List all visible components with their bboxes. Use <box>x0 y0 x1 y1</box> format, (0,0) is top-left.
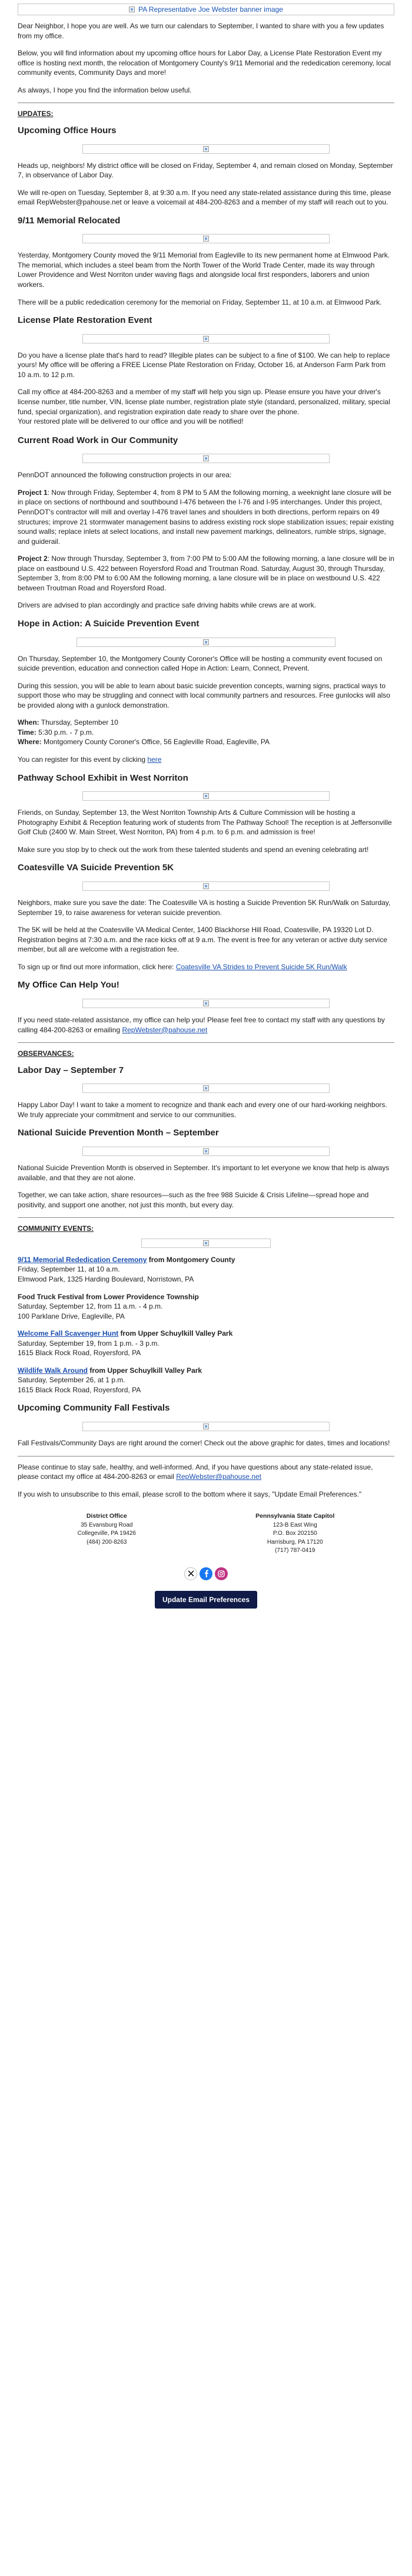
license-signup-text: Call my office at 484-200-8263 and a member of my staff will help you sign up. Please ensure you have your driver's license number, title number, VIN, license plate number, registration plate style (standard, personalized, military, special fund, special organization), and registration expiration date ready to share over the phone. <box>18 388 390 416</box>
help-title: My Office Can Help You! <box>18 980 119 990</box>
fivek-intro: Neighbors, make sure you save the date: The Coatesville VA is hosting a Suicide Prevention 5K Run/Walk on Saturday, September 19, to raise awareness for veteran suicide prevention. <box>18 899 391 917</box>
broken-image-icon <box>203 883 209 889</box>
pathway-title: Pathway School Exhibit in West Norriton <box>18 772 188 783</box>
x-icon[interactable] <box>184 1567 197 1580</box>
broken-image-icon <box>203 639 209 645</box>
event-location: 1615 Black Rock Road, Royersford, PA <box>18 1349 141 1358</box>
banner-alt-text: PA Representative Joe Webster banner image <box>138 5 283 14</box>
broken-image-icon <box>203 1085 209 1091</box>
broken-image-icon <box>203 336 209 342</box>
event-item <box>18 1329 394 1358</box>
closing-text: Please continue to stay safe, healthy, and well-informed. And, if you have questions about any state-related issue, please contact my office at 484-200-8263 or email RepWebster@pahouse.net <box>18 1462 373 1481</box>
update-email-preferences-button[interactable]: Update Email Preferences <box>155 1591 257 1609</box>
event-location: Elmwood Park, 1325 Harding Boulevard, Norristown, PA <box>18 1274 194 1283</box>
broken-image-icon <box>203 793 209 799</box>
event-list <box>18 1255 394 1395</box>
hope-logistics: When: Thursday, September 10 Time: 5:30 p.m. - 7 p.m. Where: Montgomery County Coroner's Office, 56 Eagleville Road, Eagleville, PA <box>18 718 270 747</box>
instagram-icon[interactable] <box>215 1567 228 1580</box>
broken-image-icon <box>203 1240 209 1246</box>
fivek-image <box>82 881 330 891</box>
social-links <box>18 1567 394 1580</box>
labor-day-title: Labor Day – September 7 <box>18 1065 124 1075</box>
office-hours-title: Upcoming Office Hours <box>18 125 117 136</box>
fivek-details: The 5K will be held at the Coatesville VA Medical Center, 1400 Blackhorse Hill Road, Coatesville, PA 19320 Lot D. Registration begins at 7:30 a.m. and the race kicks off at 9 a.m. The event is free for any veteran or active duty service member, but all are welcome with a registration fee. <box>18 926 387 954</box>
road-work-advice: Drivers are advised to plan accordingly and practice safe driving habits while crews are at work. <box>18 601 316 610</box>
broken-image-icon <box>203 146 209 152</box>
hope-title: Hope in Action: A Suicide Prevention Event <box>18 618 200 629</box>
road-work-image <box>82 454 330 463</box>
event-host: from Montgomery County <box>147 1255 235 1264</box>
hope-register-link[interactable]: here <box>147 755 162 764</box>
license-intro-text: Do you have a license plate that's hard to read? Illegible plates can be subject to a fine of $100. We can help to replace yours! My office will be offering a FREE License Plate Restoration on Friday, October 16, at Anderson Farm Park from 10 a.m. to 12 p.m. <box>18 351 390 379</box>
capitol-office: Pennsylvania State Capitol 123-B East Wing P.O. Box 202150 Harrisburg, PA 17120 (717) 787-0419 <box>255 1512 335 1554</box>
office-hours-image <box>82 144 330 154</box>
memorial-text: Yesterday, Montgomery County moved the 9/11 Memorial from Eagleville to its new permanent home at Elmwood Park. The memorial, which includes a steel beam from the North Tower of the World Trade Center, made its way through Lower Providence and West Norriton under waving flags and alongside local first responders, laborers and union workers. <box>18 251 390 289</box>
event-date: Saturday, September 19, from 1 p.m. - 3 p.m. <box>18 1339 160 1348</box>
memorial-ceremony-text: There will be a public rededication ceremony for the memorial on Friday, September 11, at 10 a.m. at Elmwood Park. <box>18 298 382 306</box>
nspm-text: National Suicide Prevention Month is observed in September. It's important to let everyone we know that help is always available, and that they are not alone. <box>18 1164 390 1182</box>
event-location: 1615 Black Rock Road, Royersford, PA <box>18 1385 141 1394</box>
hope-register: You can register for this event by clicking here <box>18 755 162 764</box>
road-project-2: Project 2: Now through Thursday, September 3, from 7:00 PM to 5:00 AM the following morning, a lane closure will be in place on eastbound U.S. 422 between Royersford Road and Troutman Road. Saturday, August 30, through Thursday, September 3, from 8:00 PM to 6:00 AM the following morning, a lane closure will be in place on westbound U.S. 422 between Troutman Road and Royersford Road. <box>18 554 394 592</box>
nspm-image <box>82 1147 330 1156</box>
observances-label: OBSERVANCES: <box>18 1049 74 1058</box>
help-email-link[interactable]: RepWebster@pahouse.net <box>122 1025 208 1034</box>
event-item <box>18 1366 394 1395</box>
hope-details: During this session, you will be able to learn about basic suicide prevention concepts, warning signs, practical ways to support those who may be struggling and connect with local community partners and resources. Free gunlocks will also be provided along with a gunlock demonstration. <box>18 681 390 709</box>
fall-image <box>82 1422 330 1431</box>
office-hours-reopen-text: We will re-open on Tuesday, September 8, at 9:30 a.m. If you need any state-related assistance during this time, please email RepWebster@pahouse.net or leave a voicemail at 484-200-8263 and a member of my staff will reach out to you. <box>18 188 391 207</box>
community-image <box>141 1239 271 1248</box>
facebook-icon[interactable] <box>200 1567 212 1580</box>
event-host: from Upper Schuylkill Valley Park <box>88 1366 202 1375</box>
fivek-title: Coatesville VA Suicide Prevention 5K <box>18 863 174 873</box>
button-wrapper <box>18 1591 394 1609</box>
license-delivery-text: Your restored plate will be delivered to our office and you will be notified! <box>18 417 244 426</box>
intro-greeting: Dear Neighbor, I hope you are well. As we turn our calendars to September, I wanted to share with you a few updates from my office. <box>18 22 384 40</box>
help-text: If you need state-related assistance, my office can help you! Please feel free to contact my staff with any questions by calling 484-200-8263 or emailing RepWebster@pahouse.net <box>18 1016 385 1034</box>
event-title: Food Truck Festival <box>18 1292 84 1301</box>
event-title[interactable]: 9/11 Memorial Rededication Ceremony <box>18 1255 147 1264</box>
fivek-signup-link[interactable]: Coatesville VA Strides to Prevent Suicide 5K Run/Walk <box>175 962 347 971</box>
event-title[interactable]: Welcome Fall Scavenger Hunt <box>18 1329 119 1338</box>
broken-image-icon <box>203 1000 209 1006</box>
banner-image <box>18 4 394 15</box>
intro-summary: Below, you will find information about my upcoming office hours for Labor Day, a License Plate Restoration Event my office is hosting next month, the relocation of Montgomery County's 9/11 Memorial and the rededication ceremony, local community events, Community Days and more! <box>18 49 391 77</box>
event-date: Saturday, September 26, at 1 p.m. <box>18 1376 125 1385</box>
road-work-intro: PennDOT announced the following construction projects in our area: <box>18 471 232 480</box>
broken-image-icon <box>203 455 209 461</box>
labor-day-text: Happy Labor Day! I want to take a moment to recognize and thank each and every one of our hard-working neighbors. We truly appreciate your commitment and service to our communities. <box>18 1101 387 1119</box>
event-host: from Upper Schuylkill Valley Park <box>118 1329 233 1338</box>
event-location: 100 Parklane Drive, Eagleville, PA <box>18 1312 125 1320</box>
fall-title: Upcoming Community Fall Festivals <box>18 1403 170 1414</box>
district-office: District Office 35 Evansburg Road Collegeville, PA 19426 (484) 200-8263 <box>77 1512 136 1545</box>
hope-image <box>77 638 335 647</box>
office-hours-closure-text: Heads up, neighbors! My district office will be closed on Friday, September 4, and remain closed on Monday, September 7, in observance of Labor Day. <box>18 161 393 180</box>
fall-text: Fall Festivals/Community Days are right around the corner! Check out the above graphic for dates, times and locations! <box>18 1439 390 1448</box>
divider <box>18 1042 394 1043</box>
broken-image-icon <box>203 236 209 242</box>
updates-label: UPDATES: <box>18 110 54 118</box>
closing-email-link[interactable]: RepWebster@pahouse.net <box>176 1472 261 1481</box>
event-date: Friday, September 11, at 10 a.m. <box>18 1265 120 1274</box>
memorial-title: 9/11 Memorial Relocated <box>18 215 121 226</box>
office-hours-email: RepWebster@pahouse.net <box>36 198 122 207</box>
road-work-title: Current Road Work in Our Community <box>18 435 178 445</box>
license-image <box>82 334 330 344</box>
event-item <box>18 1292 394 1322</box>
divider <box>18 1456 394 1457</box>
broken-image-icon <box>203 1424 209 1429</box>
intro-closing: As always, I hope you find the information below useful. <box>18 85 192 94</box>
community-label: COMMUNITY EVENTS: <box>18 1224 94 1233</box>
footer-addresses <box>18 1512 394 1555</box>
fivek-signup: To sign up or find out more information, click here: Coatesville VA Strides to Prevent Suicide 5K Run/Walk <box>18 962 347 971</box>
memorial-image <box>82 234 330 243</box>
broken-image-icon <box>203 1148 209 1154</box>
unsubscribe-text: If you wish to unsubscribe to this email, please scroll to the bottom where it says, "Update Email Preferences." <box>18 1490 362 1498</box>
event-item <box>18 1255 394 1284</box>
road-project-1: Project 1: Now through Friday, September 4, from 8 PM to 5 AM the following morning, a weeknight lane closure will be in place on sections of northbound and southbound I-476 between the I-76 and I-95 interchanges. Under this project, PennDOT's contractor will mill and overlay I-476 travel lanes and shoulders in both directions, perform repairs on 49 structures; improve 21 stormwater management basins to address existing rock slope stabilization issues; repair existing sound walls; replace inlets at select locations, and install new pavement markings, delineators, rumble strips, signage, and guiderail. <box>18 488 394 546</box>
broken-image-icon <box>129 6 135 12</box>
newsletter <box>18 0 394 1609</box>
nspm-title: National Suicide Prevention Month – September <box>18 1128 219 1138</box>
license-title: License Plate Restoration Event <box>18 315 152 326</box>
pathway-text: Friends, on Sunday, September 13, the West Norriton Township Arts & Culture Commission will be hosting a Photography Exhibit & Reception featuring work of students from The Pathway School! The reception is at Jeffersonville Golf Club (2400 W. Main Street, West Norriton, PA) from 4 p.m. to 6 p.m. and admission is free! <box>18 808 392 837</box>
hope-intro: On Thursday, September 10, the Montgomery County Coroner's Office will be hosting a community event focused on suicide prevention, education and connection called Hope in Action: Learn, Connect, Prevent. <box>18 654 383 673</box>
event-title[interactable]: Wildlife Walk Around <box>18 1366 88 1375</box>
pathway-invite: Make sure you stop by to check out the work from these talented students and spend an evening celebrating art! <box>18 845 369 854</box>
labor-day-image <box>82 1084 330 1093</box>
help-image <box>82 999 330 1008</box>
divider <box>18 1217 394 1218</box>
event-date: Saturday, September 12, from 11 a.m. - 4 p.m. <box>18 1302 163 1311</box>
nspm-action-text: Together, we can take action, share resources—such as the free 988 Suicide & Crisis Lifeline—spread hope and positivity, and support one another, not just this month, but every day. <box>18 1191 369 1209</box>
event-host: from Lower Providence Township <box>84 1292 199 1301</box>
pathway-image <box>82 791 330 801</box>
